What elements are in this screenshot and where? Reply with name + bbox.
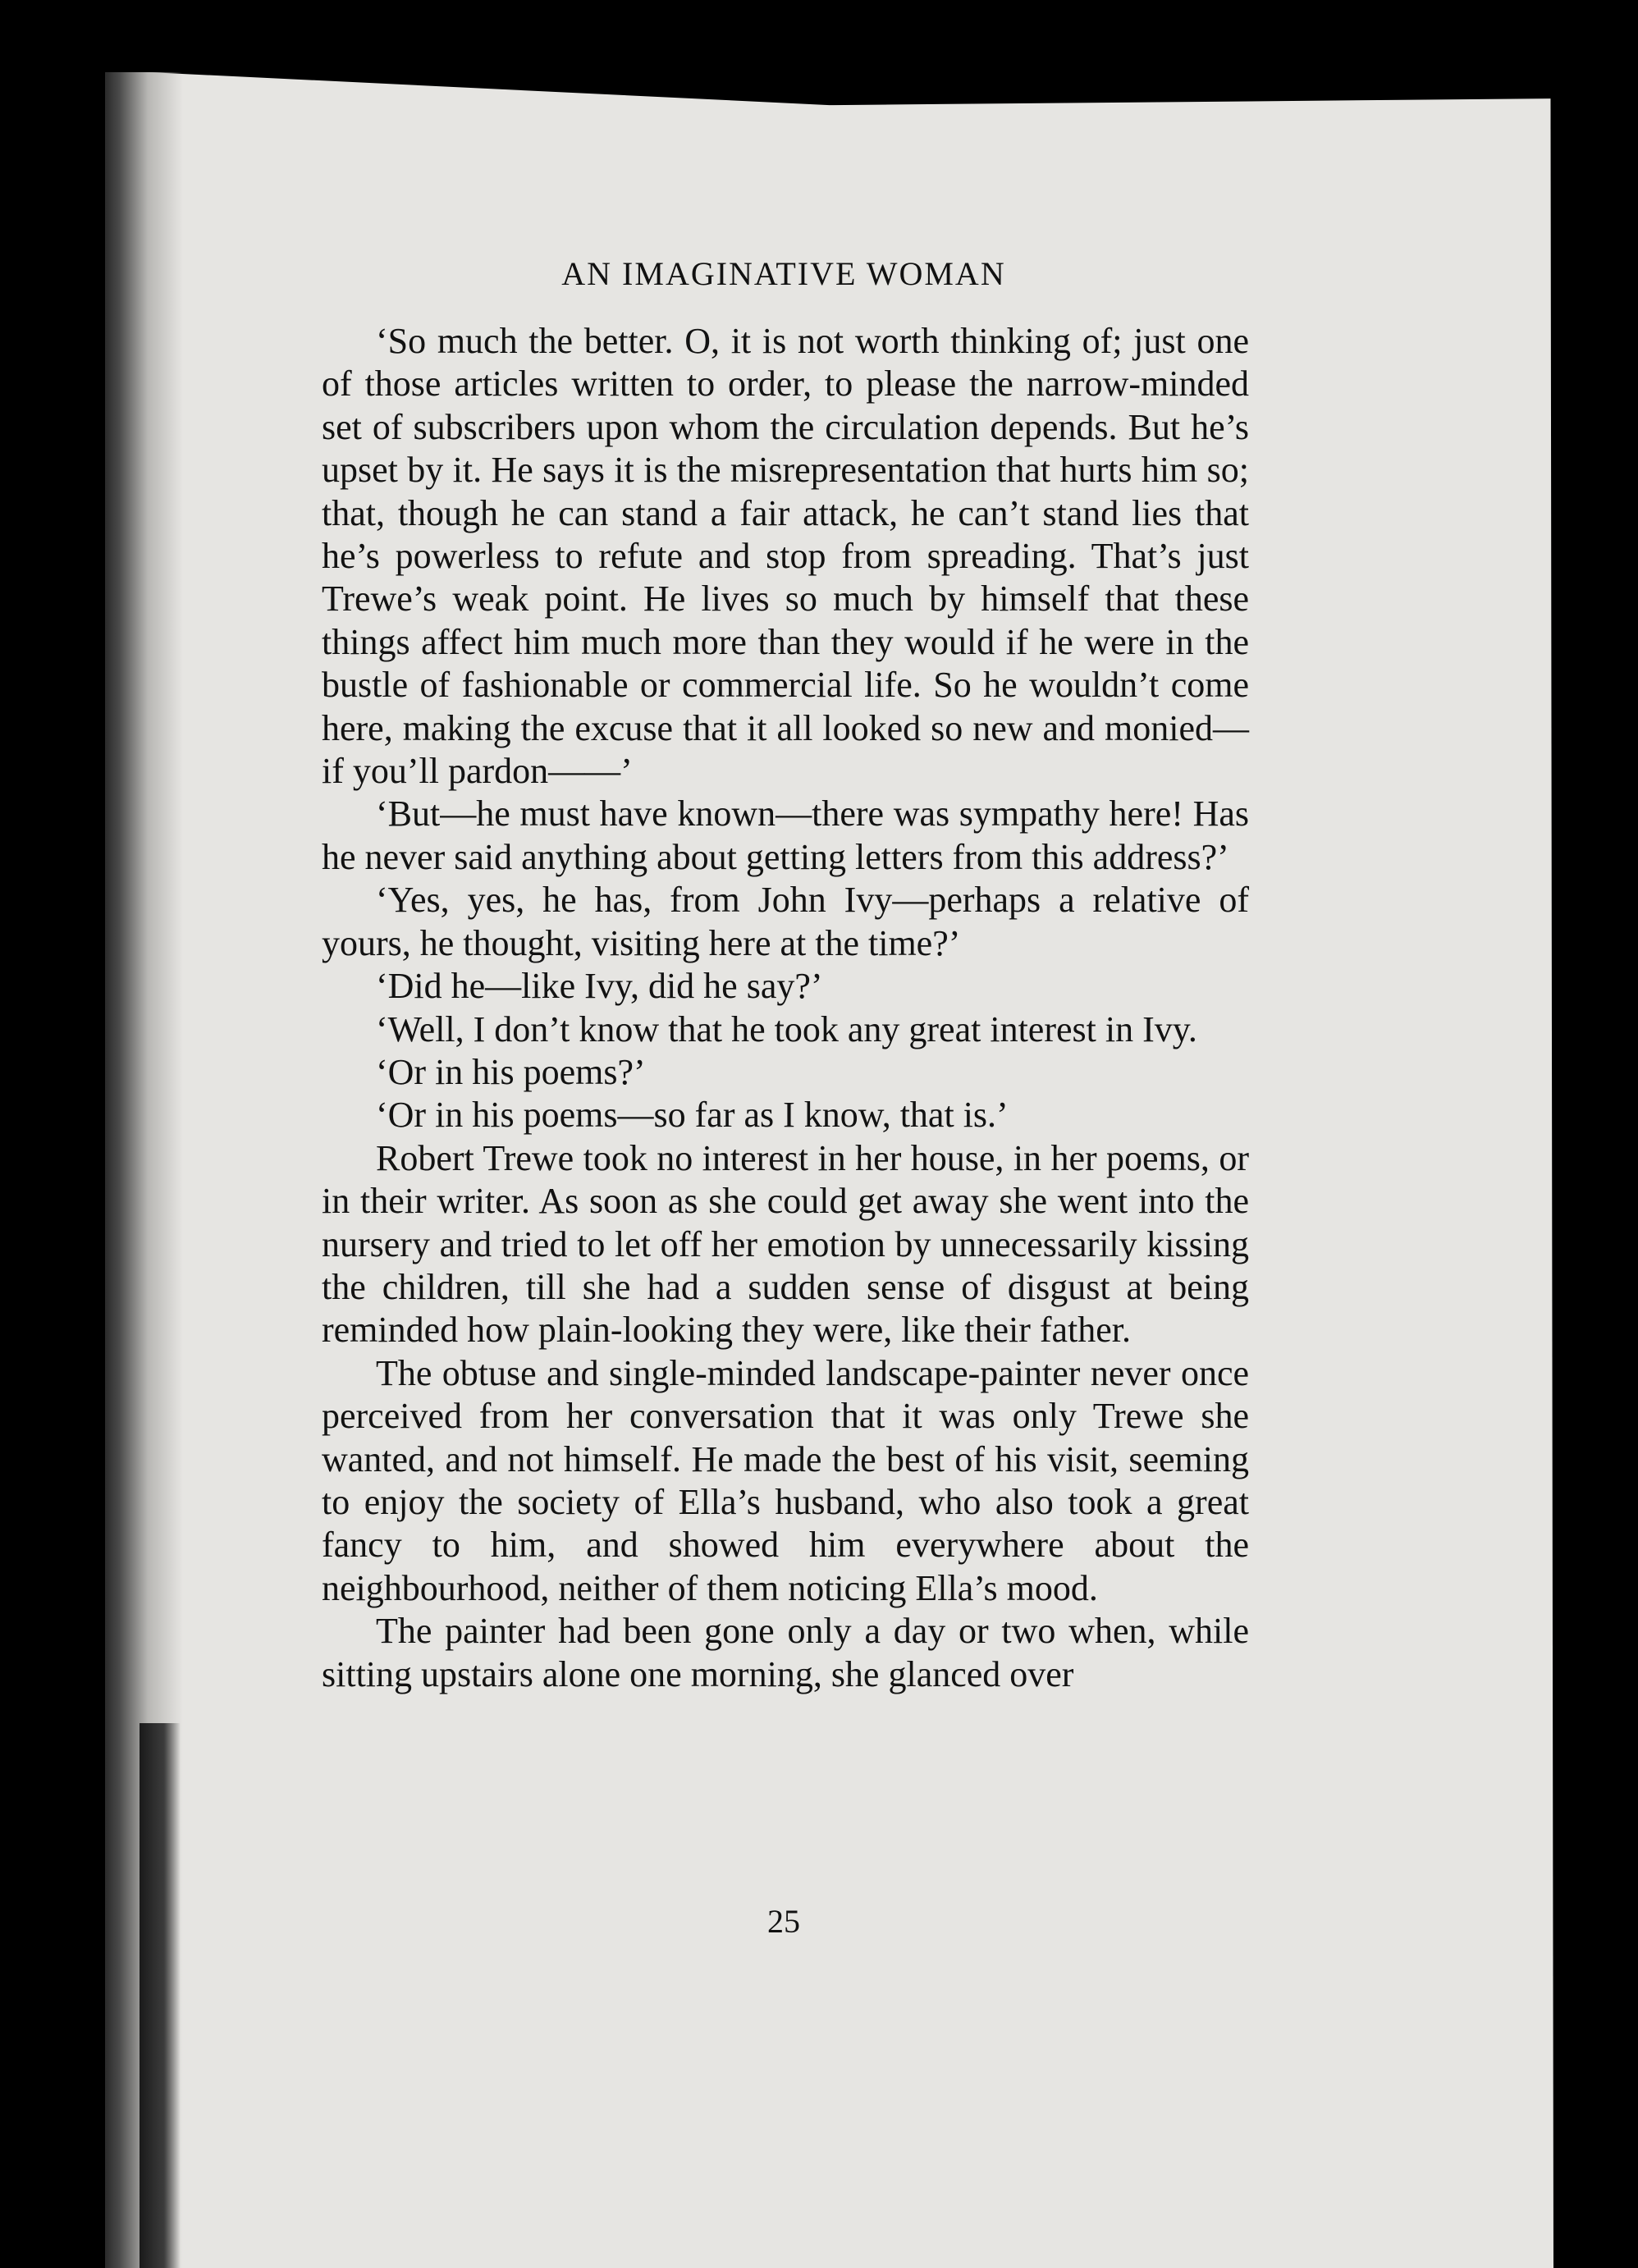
book-spine-edge bbox=[140, 1723, 181, 2268]
paragraph: ‘Did he—like Ivy, did he say?’ bbox=[376, 966, 823, 1007]
paragraph: ‘Or in his poems?’ bbox=[376, 1051, 646, 1092]
page-number: 25 bbox=[767, 1903, 800, 1940]
paragraph: ‘So much the better. O, it is not worth thinking of; just one of those articles written to order, to please the narrow-minded set of subscribers upon whom the circulation depends. But he’s upset by it. He says it is the misrepresentation that hurts him so; that, though he can stand a fair attack, he can’t stand lies that he’s powerless to refute and stop from spreading. That’s just Trewe’s weak point. He lives so much by himself that these things affect him much more than they would if he were in the bustle of fashionable or commercial life. So he wouldn’t come here, making the excuse that it all looked so new and monied—if you’ll pardon——’ bbox=[322, 321, 1249, 792]
paragraph: The painter had been gone only a day or two when, while sitting upstairs alone one morning, she glanced over bbox=[322, 1611, 1249, 1694]
running-head: AN IMAGINATIVE WOMAN bbox=[561, 255, 1006, 292]
paragraph: The obtuse and single-minded landscape-painter never once perceived from her conversation that it was only Trewe she wanted, and not himself. He made the best of his visit, seeming to enjoy the society of Ella’s husband, who also took a great fancy to him, and showed him everywhere about the neighbourhood, neither of them noticing Ella’s mood. bbox=[322, 1352, 1249, 1608]
body-text bbox=[322, 320, 1249, 1696]
paragraph: Robert Trewe took no interest in her house, in her poems, or in their writer. As soon as she could get away she went into the nursery and tried to let off her emotion by unnecessarily kissing the children, till she had a sudden sense of disgust at being reminded how plain-looking they were, like their father. bbox=[322, 1137, 1249, 1351]
paragraph: ‘Yes, yes, he has, from John Ivy—perhaps a relative of yours, he thought, visiting here at the time?’ bbox=[322, 880, 1249, 963]
paragraph: ‘Well, I don’t know that he took any great interest in Ivy. bbox=[376, 1008, 1197, 1049]
paragraph: ‘But—he must have known—there was sympathy here! Has he never said anything about getting letters from this address?’ bbox=[322, 793, 1249, 877]
paragraph: ‘Or in his poems—so far as I know, that is.’ bbox=[376, 1095, 1009, 1136]
